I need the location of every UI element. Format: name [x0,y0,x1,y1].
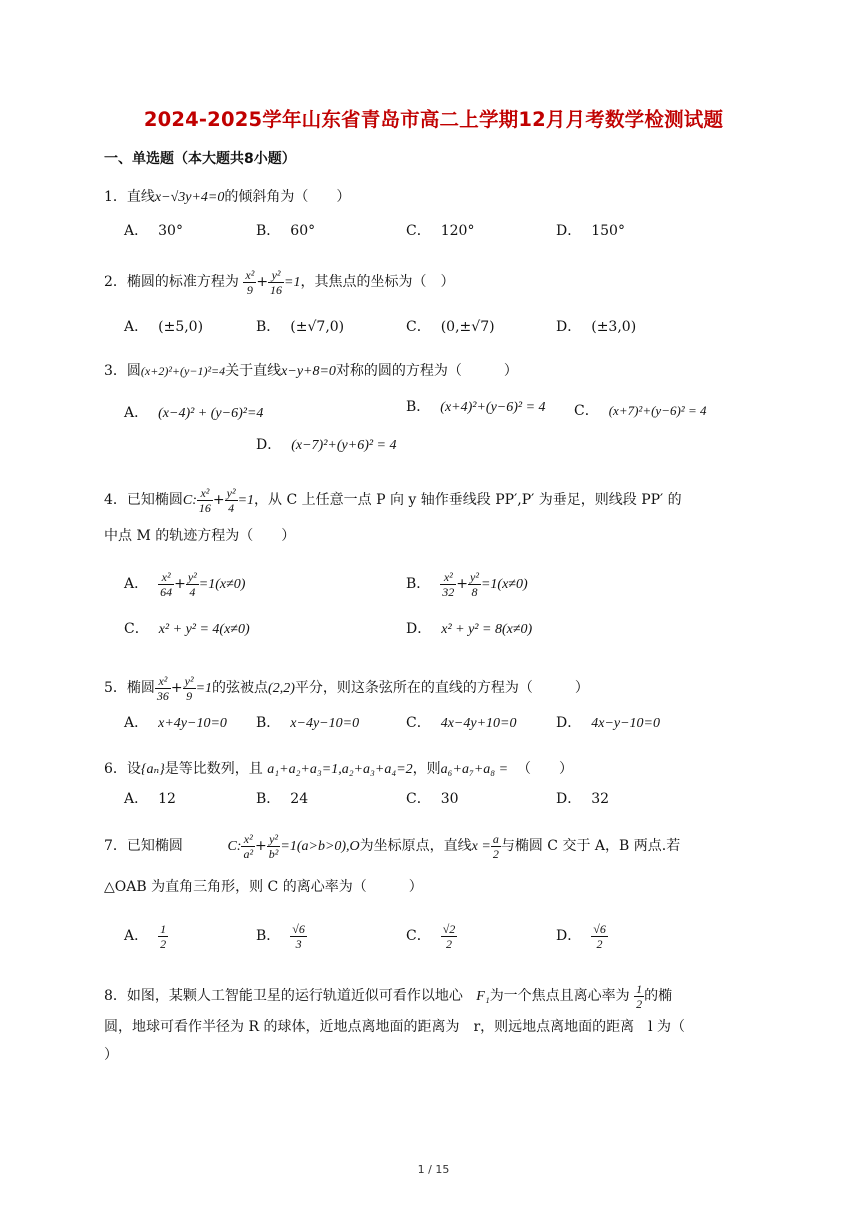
q4-eq-tail: =1 [237,493,255,508]
q5-fraction-x: $\frac{\text{x²}}{36}$ [156,673,169,703]
q3-option-a: A． (x−4)² + (y−6)²=4 [124,405,264,421]
q6-mid2: ，则 [412,761,441,777]
q8-focus: F₁ [476,989,490,1004]
q7-line-lhs: x = [471,839,491,854]
q1-option-d: D． 150° [556,223,625,239]
q7-suffix: 与椭圆 C 交于 A，B 两点.若 [500,838,681,854]
q2-option-a: A． (±5,0) [124,319,204,335]
question-8-line2: 圆，地球可看作半径为 R 的球体，近地点离地面的距离为 r，则远地点离地面的距离 l 为（ [104,1019,686,1035]
q5-option-c: C． 4x−4y+10=0 [406,715,517,731]
question-3-stem [104,362,518,381]
q5-fraction-y: $\frac{\text{y²}}{9}$ [184,673,194,703]
q7-option-b: B． $\frac{√6}{3}$ [256,921,305,951]
q7-fraction-x: $\frac{\text{x²}}{\text{a²}}$ [243,831,254,861]
question-6-stem [104,760,573,779]
q5-option-a: A． x+4y−10=0 [124,715,227,731]
q8-prefix: 8．如图，某颗人工智能卫星的运行轨道近似可看作以地心 [104,988,463,1004]
q4-stem-line2: 中点 M 的轨迹方程为（ ） [104,528,296,544]
q7-option-c: C． $\frac{√2}{2}$ [406,921,456,951]
q1-option-b: B． 60° [256,223,316,239]
q7-fraction-y: $\frac{\text{y²}}{\text{b²}}$ [268,831,279,861]
question-5-stem: 5．椭圆 $\frac{\text{x²}}{36}$ + $\frac{\text{y²}}{9}$ =1的弦被点(2,2)平分，则这条弦所在的直线的方程为（ ） [104,673,589,703]
q6-option-a: A． 12 [124,791,176,807]
q3-option-d: D． (x−7)²+(y+6)² = 4 [256,437,397,453]
q1-option-a: A． 30° [124,223,183,239]
q2-eq-tail: =1 [284,275,301,290]
question-4-stem: 4．已知椭圆C: $\frac{\text{x²}}{16}$ + $\frac{\text{y²}}{4}$ =1，从 C 上任意一点 P 向 y 轴作垂线段 PP′,P′ 为垂足，则线段 PP′ 的 [104,485,682,515]
q6-option-b: B． 24 [256,791,309,807]
q1-option-c: C． 120° [406,223,475,239]
q7-line-fraction: $\frac{a}{2}$ [492,831,499,861]
q1-suffix: 的倾斜角为（ ） [224,189,351,205]
question-7-stem: 7．已知椭圆 C: $\frac{\text{x²}}{\text{a²}}$ + $\frac{\text{y²}}{\text{b²}}$ =1(a>b>0),O为坐标原点，直线x = $\frac{a}{2}$ 与椭圆 C 交于 A，B 两点.若 [104,831,681,861]
q6-option-c: C． 30 [406,791,459,807]
q3-mid: 关于直线 [225,363,282,379]
q2-option-d: D． (±3,0) [556,319,637,335]
q3-option-b: B． (x+4)²+(y−6)² = 4 [406,399,546,415]
page-number: 1 / 15 [417,1163,450,1176]
q4-stem-mid: ，从 C 上任意一点 P 向 y 轴作垂线段 PP′,P′ 为垂足，则线段 PP′ 的 [254,492,682,508]
q3-suffix: 对称的圆的方程为（ ） [335,363,518,379]
q6-ask: a₆+a₇+a₈ = [440,762,509,777]
q4-option-b: B． $\frac{\text{x²}}{32}$ + $\frac{\text{y²}}{8}$ =1(x≠0) [406,569,528,599]
q7-option-d: D． $\frac{√6}{2}$ [556,921,606,951]
question-8-line3: ） [104,1047,118,1063]
question-1-stem [104,188,350,207]
q6-suffix: （ ） [517,761,573,777]
q4-option-a: A． $\frac{\text{x²}}{64}$ + $\frac{\text{y²}}{4}$ =1(x≠0) [124,569,246,599]
q1-equation: x−√3y+4=0 [154,190,225,205]
q7-option-a: A． $\frac{1}{2}$ [124,921,167,951]
q7-eq-tail: =1(a>b>0),O [280,839,360,854]
q6-mid: 是等比数列，且 [164,761,263,777]
q5-eq-tail: =1 [195,681,213,696]
q5-option-b: B． x−4y−10=0 [256,715,360,731]
q2-option-b: B． (±√7,0) [256,319,345,335]
q2-fraction-y: $\frac{\text{y²}}{16}$ [270,267,283,297]
q4-fraction-x: $\frac{\text{x²}}{16}$ [198,485,211,515]
q8-suffix: 的椭 [644,988,673,1004]
q3-line-eq: x−y+8=0 [281,364,336,379]
q2-fraction-x: $\frac{\text{x²}}{9}$ [245,267,255,297]
q3-prefix: 3．圆 [104,363,141,379]
document-title: 2024-2025学年山东省青岛市高二上学期12月月考数学检测试题 [143,108,724,131]
q5-suffix: 平分，则这条弦所在的直线的方程为（ ） [294,680,589,696]
q6-condition: a₁+a₂+a₃=1,a₂+a₃+a₄=2 [267,762,413,777]
q2-option-c: C． (0,±√7) [406,319,495,335]
q4-c-label: C: [182,493,197,508]
q7-stem-line2: △OAB 为直角三角形，则 C 的离心率为（ ） [104,879,423,895]
q1-prefix: 1．直线 [104,189,155,205]
q7-c-label: C: [227,839,242,854]
q4-fraction-y: $\frac{\text{y²}}{4}$ [226,485,236,515]
q6-sequence: {aₙ} [140,762,165,777]
q5-point: (2,2) [268,681,295,696]
q4-option-c: C． x² + y² = 4(x≠0) [124,621,250,637]
q4-option-d: D． x² + y² = 8(x≠0) [406,621,533,637]
q2-prefix: 2．椭圆的标准方程为 [104,274,239,290]
q8-mid: 为一个焦点且离心率为 [489,988,630,1004]
q8-eccentricity: $\frac{1}{2}$ [636,981,643,1011]
q7-prefix: 7．已知椭圆 [104,838,183,854]
question-8-line1 [104,978,672,1015]
q5-stem-mid: 的弦被点 [212,680,269,696]
q3-circle-eq: (x+2)²+(y−1)²=4 [140,364,226,378]
q6-option-d: D． 32 [556,791,610,807]
q7-mid: 为坐标原点，直线 [359,838,472,854]
q4-prefix: 4．已知椭圆 [104,492,183,508]
q5-option-d: D． 4x−y−10=0 [556,715,661,731]
q3-option-c: C． (x+7)²+(y−6)² = 4 [574,403,707,419]
section-heading: 一、单选题（本大题共8小题） [104,151,296,167]
q6-prefix: 6．设 [104,761,141,777]
question-2-stem: 2．椭圆的标准方程为 $\frac{\text{x²}}{9}$ + $\frac{\text{y²}}{16}$ =1，其焦点的坐标为（ ） [104,267,455,297]
q2-suffix: ，其焦点的坐标为（ ） [300,274,455,290]
q5-prefix: 5．椭圆 [104,680,155,696]
